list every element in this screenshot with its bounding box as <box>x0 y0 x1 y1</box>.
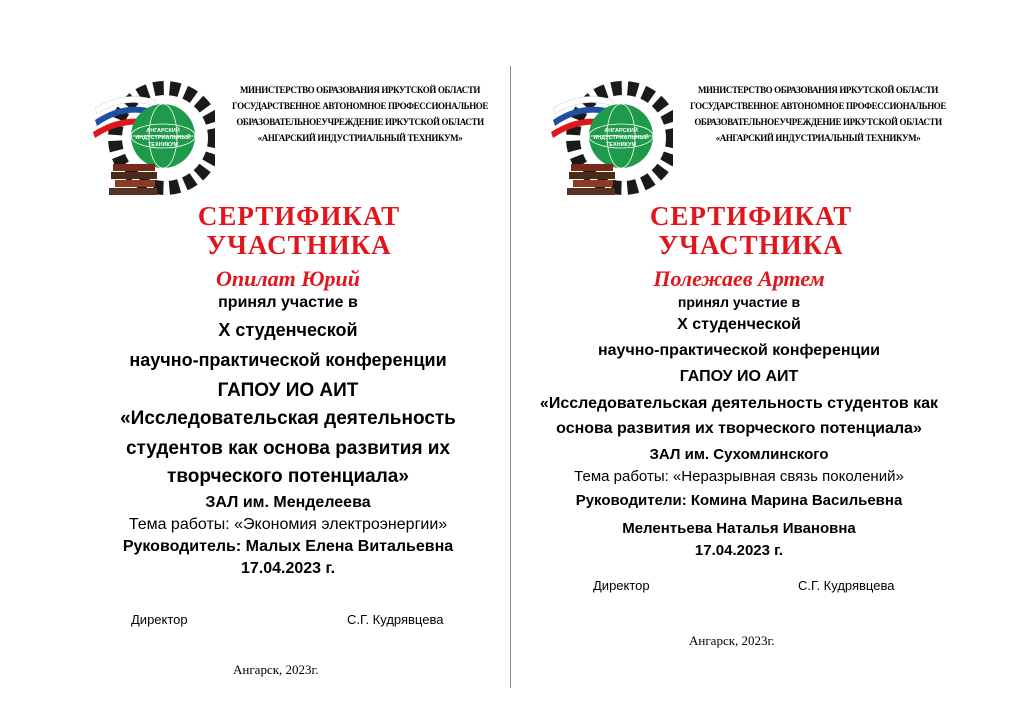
director-label: Директор <box>593 578 650 593</box>
theme-line-3: творческого потенциала» <box>167 466 409 487</box>
work-topic: Тема работы: «Неразрывная связь поколений» <box>574 468 904 485</box>
ministry-line-3: ОБРАЗОВАТЕЛЬНОЕУЧРЕЖДЕНИЕ ИРКУТСКОЙ ОБЛАСТИ <box>236 117 484 127</box>
certificate-date: 17.04.2023 г. <box>240 560 336 577</box>
participant-name: Опилат Юрий <box>216 266 360 291</box>
supervisor: Руководитель: Малых Елена Витальевна <box>122 538 454 555</box>
theme-line-1: «Исследовательская деятельность студентов как <box>539 395 939 412</box>
certificate-header <box>543 80 963 200</box>
logo-text-1: АНГАРСКИЙ <box>146 128 180 134</box>
organization: ГАПОУ ИО АИТ <box>217 380 359 401</box>
logo-text-3: ТЕХНИКУМ <box>605 142 637 148</box>
logo-text-1: АНГАРСКИЙ <box>604 128 638 134</box>
ministry-line-1: МИНИСТЕРСТВО ОБРАЗОВАНИЯ ИРКУТСКОЙ ОБЛАСТИ <box>239 85 481 95</box>
theme-line-2: студентов как основа развития их <box>125 438 451 459</box>
logo-text-2: ИНДУСТРИАЛЬНЫЙ <box>135 135 191 141</box>
organization: ГАПОУ ИО АИТ <box>679 368 799 385</box>
certificate-date: 17.04.2023 г. <box>694 542 784 559</box>
city-year: Ангарск, 2023г. <box>233 662 319 677</box>
ministry-line-2: ГОСУДАРСТВЕННОЕ АВТОНОМНОЕ ПРОФЕССИОНАЛЬНОЕ <box>231 101 489 111</box>
technikum-logo-icon <box>85 80 215 200</box>
ministry-line-4: «АНГАРСКИЙ ИНДУСТРИАЛЬНЫЙ ТЕХНИКУМ» <box>257 133 463 143</box>
participant-name: Полежаев Артем <box>653 266 825 291</box>
ministry-block <box>673 82 963 146</box>
logo-text-2: ИНДУСТРИАЛЬНЫЙ <box>593 135 649 141</box>
ministry-line-3: ОБРАЗОВАТЕЛЬНОЕУЧРЕЖДЕНИЕ ИРКУТСКОЙ ОБЛАСТИ <box>694 117 942 127</box>
certificate-header <box>85 80 505 200</box>
theme-line-1: «Исследовательская деятельность <box>120 408 456 429</box>
certificate-title-2: УЧАСТНИКА <box>658 230 844 260</box>
work-topic: Тема работы: «Экономия электроэнергии» <box>128 516 448 533</box>
ministry-line-1: МИНИСТЕРСТВО ОБРАЗОВАНИЯ ИРКУТСКОЙ ОБЛАСТИ <box>697 85 939 95</box>
hall: ЗАЛ им. Менделеева <box>205 494 371 511</box>
conference-line-2: научно-практической конференции <box>597 342 881 359</box>
participated-text: принял участие в <box>218 294 358 311</box>
conference-line-2: научно-практической конференции <box>129 350 447 370</box>
ministry-block <box>215 82 505 146</box>
supervisor-2: Мелентьева Наталья Ивановна <box>622 520 856 537</box>
director-name: С.Г. Кудрявцева <box>347 612 444 627</box>
city-year: Ангарск, 2023г. <box>689 633 775 648</box>
ministry-line-4: «АНГАРСКИЙ ИНДУСТРИАЛЬНЫЙ ТЕХНИКУМ» <box>715 133 921 143</box>
hall: ЗАЛ им. Сухомлинского <box>649 446 829 463</box>
logo-text-3: ТЕХНИКУМ <box>147 142 179 148</box>
certificate-title-2: УЧАСТНИКА <box>206 230 392 260</box>
technikum-logo-icon <box>543 80 673 200</box>
supervisor: Руководители: Комина Марина Васильевна <box>575 492 903 509</box>
participated-text: принял участие в <box>677 294 801 310</box>
certificate-title-1: СЕРТИФИКАТ <box>197 201 401 231</box>
director-name: С.Г. Кудрявцева <box>798 578 895 593</box>
conference-line-1: X студенческой <box>218 320 358 340</box>
conference-line-1: X студенческой <box>677 316 801 333</box>
theme-line-2: основа развития их творческого потенциала» <box>556 420 922 437</box>
certificate-right <box>513 0 1024 724</box>
director-label: Директор <box>131 612 188 627</box>
ministry-line-2: ГОСУДАРСТВЕННОЕ АВТОНОМНОЕ ПРОФЕССИОНАЛЬНОЕ <box>689 101 947 111</box>
certificate-title-1: СЕРТИФИКАТ <box>649 201 853 231</box>
